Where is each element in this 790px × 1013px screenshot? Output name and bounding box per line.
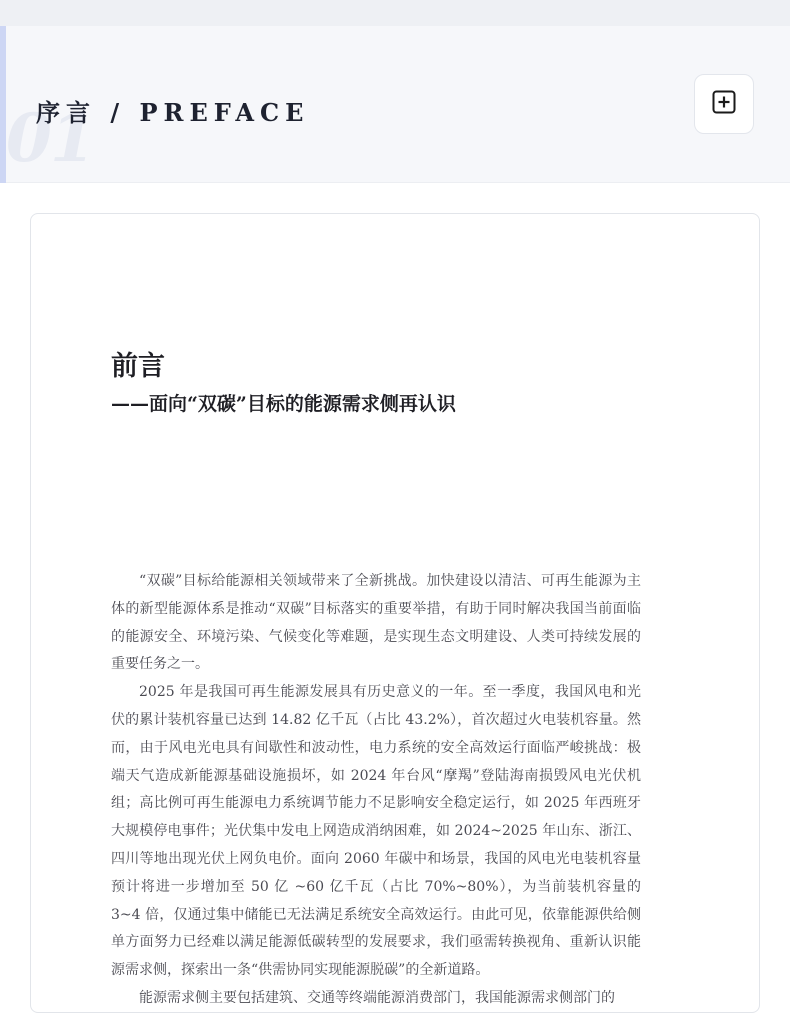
chapter-number: 01 <box>6 99 94 177</box>
chapter-header <box>0 26 790 183</box>
document-title: 前言 <box>111 351 165 382</box>
add-button[interactable] <box>694 74 754 134</box>
plus-square-icon <box>711 89 737 119</box>
document-card <box>30 213 760 1013</box>
body-paragraph: 能源需求侧主要包括建筑、交通等终端能源消费部门，我国能源需求侧部门的 <box>139 989 615 1006</box>
chapter-title: 序言 / PREFACE <box>36 98 310 127</box>
document-body <box>111 568 641 1013</box>
document-subtitle: ——面向“双碳”目标的能源需求侧再认识 <box>111 393 456 415</box>
body-paragraph: “双碳”目标给能源相关领域带来了全新挑战。加快建设以清洁、可再生能源为主体的新型能源体系是推动“双碳”目标落实的重要举措，有助于同时解决我国当前面临的能源安全、环境污染、气候变化等难题，是实现生态文明建设、人类可持续发展的重要任务之一。 <box>111 573 641 673</box>
body-paragraph: 2025 年是我国可再生能源发展具有历史意义的一年。至一季度，我国风电和光伏的累计装机容量已达到 14.82 亿千瓦（占比 43.2%），首次超过火电装机容量。然而，由于风电光电具有间歇性和波动性，电力系统的安全高效运行面临严峻挑战：极端天气造成新能源基础设施损坏，如 2024 年台风“摩羯”登陆海南损毁风电光伏机组；高比例可再生能源电力系统调节能力不足影响安全稳定运行，如 2025 年西班牙大规模停电事件；光伏集中发电上网造成消纳困难，如 2024~2025 年山东、浙江、四川等地出现光伏上网负电价。面向 2060 年碳中和场景，我国的风电光电装机容量预计将进一步增加至 50 亿 ~60 亿千瓦（占比 70%~80%），为当前装机容量的 3~4 倍，仅通过集中储能已无法满足系统安全高效运行。由此可见，依靠能源供给侧单方面努力已经难以满足能源低碳转型的发展要求，我们亟需转换视角、重新认识能源需求侧，探索出一条“供需协同实现能源脱碳”的全新道路。 <box>111 684 641 979</box>
top-bar <box>0 0 790 26</box>
